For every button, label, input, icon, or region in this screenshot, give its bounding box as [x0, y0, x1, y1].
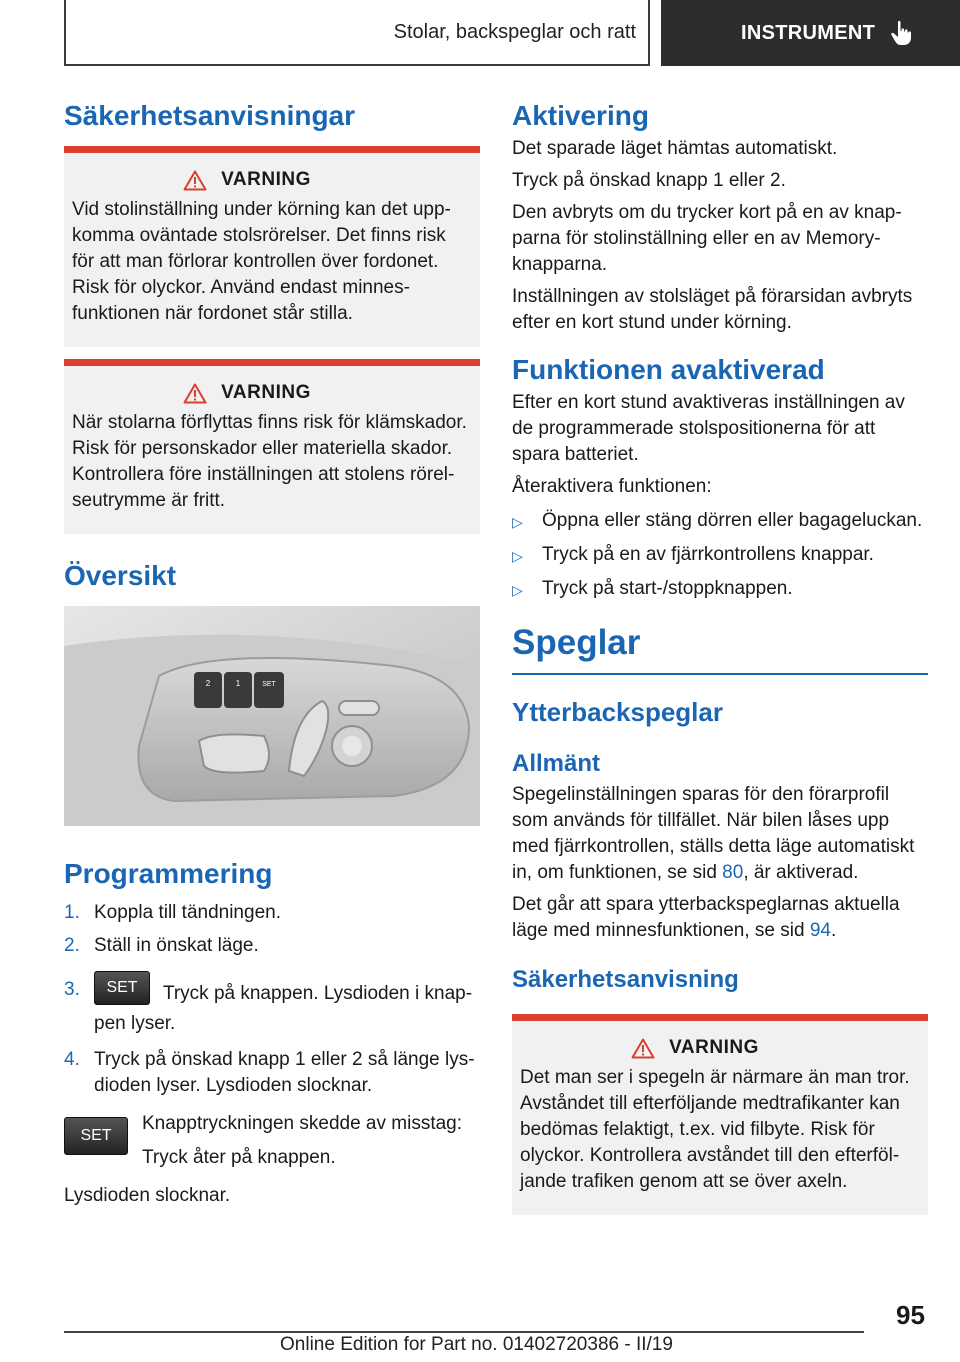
footer-edition: Online Edition for Part no. 01402720386 - II/19: [280, 1334, 673, 1355]
warning-triangle-icon: [183, 383, 207, 404]
hand-pointer-icon: [889, 20, 913, 46]
list-item: [64, 1047, 480, 1099]
step-text: Ställ in önskat läge.: [94, 935, 259, 956]
seat-controls-photo: [64, 606, 480, 826]
safety-instructions-title: Säkerhetsanvisningar: [64, 100, 356, 131]
set-button-icon: [94, 971, 150, 1005]
list-item: [512, 576, 928, 603]
activation-text: Inställningen av stolsläget på förarsidan avbryts efter en kort stund under körning.: [512, 286, 913, 333]
general-text-part: , är aktiverad.: [743, 862, 859, 883]
photo-button-1: 1: [235, 679, 241, 688]
general-text-part: .: [830, 920, 837, 941]
warning-triangle-icon: [631, 1038, 655, 1059]
step-text: Tryck på önskad knapp 1 eller 2 så länge lysdioden lyser. Lysdioden slocknar.: [94, 1049, 475, 1096]
bullet-text: Tryck på start-/stoppknappen.: [542, 578, 793, 599]
set-button-label: SET: [80, 1127, 112, 1144]
activation-title: Aktivering: [512, 100, 649, 131]
general-text-part: Det går att spara ytterbackspeglarnas aktuella läge med minnesfunktionen, se sid: [512, 894, 900, 941]
page-link-80[interactable]: 80: [722, 862, 744, 883]
page-number: 95: [896, 1300, 925, 1330]
programming-steps: [64, 900, 480, 1099]
step-number: 2.: [64, 935, 80, 956]
general-text: [512, 782, 928, 886]
general-text-part: Spegelinställningen sparas för den förarprofil som används för tillfället. När bilen låses upp med fjärrkontrollen, ställs detta läge automatiskt in, om funktionen, se sid: [512, 784, 915, 883]
page-link-94[interactable]: 94: [809, 920, 831, 941]
list-item: [512, 508, 928, 535]
warning-text: Det man ser i spegeln är närmare än man tror. Avståndet till efterföljande medtrafikanter kan bedömas felaktigt, t.ex. vid filbyte. Risk för olyckor. Kontrollera avståndet till den efterföljande trafiken genom att se över axeln.: [520, 1067, 910, 1192]
activation-text: Tryck på önskad knapp 1 eller 2.: [512, 170, 786, 191]
reactivation-list: [512, 508, 928, 603]
general-title: Allmänt: [512, 750, 601, 777]
warning-box-1: [64, 146, 480, 347]
warning-triangle-icon: [183, 170, 207, 191]
left-column: [64, 100, 480, 1215]
list-item: [64, 900, 480, 926]
warning-text: Vid stolinställning under körning kan det uppkomma oväntade stolsrörelser. Det finns risk för att man förlorar kontrollen över fordonet. Risk för olyckor. Använd endast minnes-funktionen när fordonet står stilla.: [72, 199, 451, 324]
triangle-bullet-icon: ▷: [512, 582, 523, 598]
chapter-title: INSTRUMENT: [741, 21, 876, 44]
triangle-bullet-icon: ▷: [512, 548, 523, 564]
exterior-mirrors-title: Ytterbackspeglar: [512, 697, 723, 727]
programming-title: Programmering: [64, 858, 273, 889]
right-column: [512, 100, 928, 1227]
activation-text: Det sparade läget hämtas automatiskt.: [512, 138, 838, 159]
step-text: Tryck på knappen. Lysdioden i knappen lyser.: [94, 983, 473, 1034]
list-item: [64, 973, 480, 1037]
footer-divider: [64, 1331, 864, 1333]
step-number: 3.: [64, 979, 80, 1000]
warning-label: VARNING: [669, 1037, 759, 1058]
bullet-text: Öppna eller stäng dörren eller bagageluckan.: [542, 510, 923, 531]
header-section-title: [64, 0, 650, 66]
mistake-action: Tryck åter på knappen.: [142, 1147, 336, 1168]
warning-label: VARNING: [221, 169, 311, 190]
deactivated-text: Efter en kort stund avaktiveras inställningen av de programmerade stolspositionerna för att spara batteriet.: [512, 392, 905, 465]
step-text: Koppla till tändningen.: [94, 902, 281, 923]
warning-box-2: [64, 359, 480, 534]
deactivated-text: Återaktivera funktionen:: [512, 476, 712, 497]
list-item: [64, 933, 480, 959]
led-off-text: Lysdioden slocknar.: [64, 1185, 231, 1206]
deactivated-title: Funktionen avaktiverad: [512, 354, 825, 385]
step-number: 1.: [64, 902, 80, 923]
general-text: [512, 892, 928, 944]
photo-button-2: 2: [205, 679, 211, 688]
list-item: [512, 542, 928, 569]
warning-label: VARNING: [221, 382, 311, 403]
safety-instruction-title: Säkerhetsanvisning: [512, 966, 739, 993]
triangle-bullet-icon: ▷: [512, 514, 523, 530]
warning-box-3: [512, 1014, 928, 1215]
set-button-label: SET: [106, 979, 138, 996]
header-chapter-tab[interactable]: [661, 0, 960, 66]
section-title: Stolar, backspeglar och ratt: [393, 20, 636, 43]
mirrors-title: Speglar: [512, 623, 928, 675]
step-number: 4.: [64, 1049, 80, 1070]
warning-text: När stolarna förflyttas finns risk för klämskador. Risk för personskador eller materiella skador. Kontrollera före inställningen att stolens rörelseutrymme är fritt.: [72, 412, 467, 511]
set-button-icon: [64, 1117, 128, 1155]
mistake-note: [64, 1111, 480, 1177]
photo-button-set: SET: [262, 681, 276, 688]
activation-text: Den avbryts om du trycker kort på en av knapparna för stolinställning eller en av Memory-knapparna.: [512, 202, 902, 275]
overview-title: Översikt: [64, 560, 177, 591]
bullet-text: Tryck på en av fjärrkontrollens knappar.: [542, 544, 874, 565]
seat-controls-illustration: [64, 606, 480, 826]
mistake-text: Knapptryckningen skedde av misstag:: [142, 1113, 463, 1134]
